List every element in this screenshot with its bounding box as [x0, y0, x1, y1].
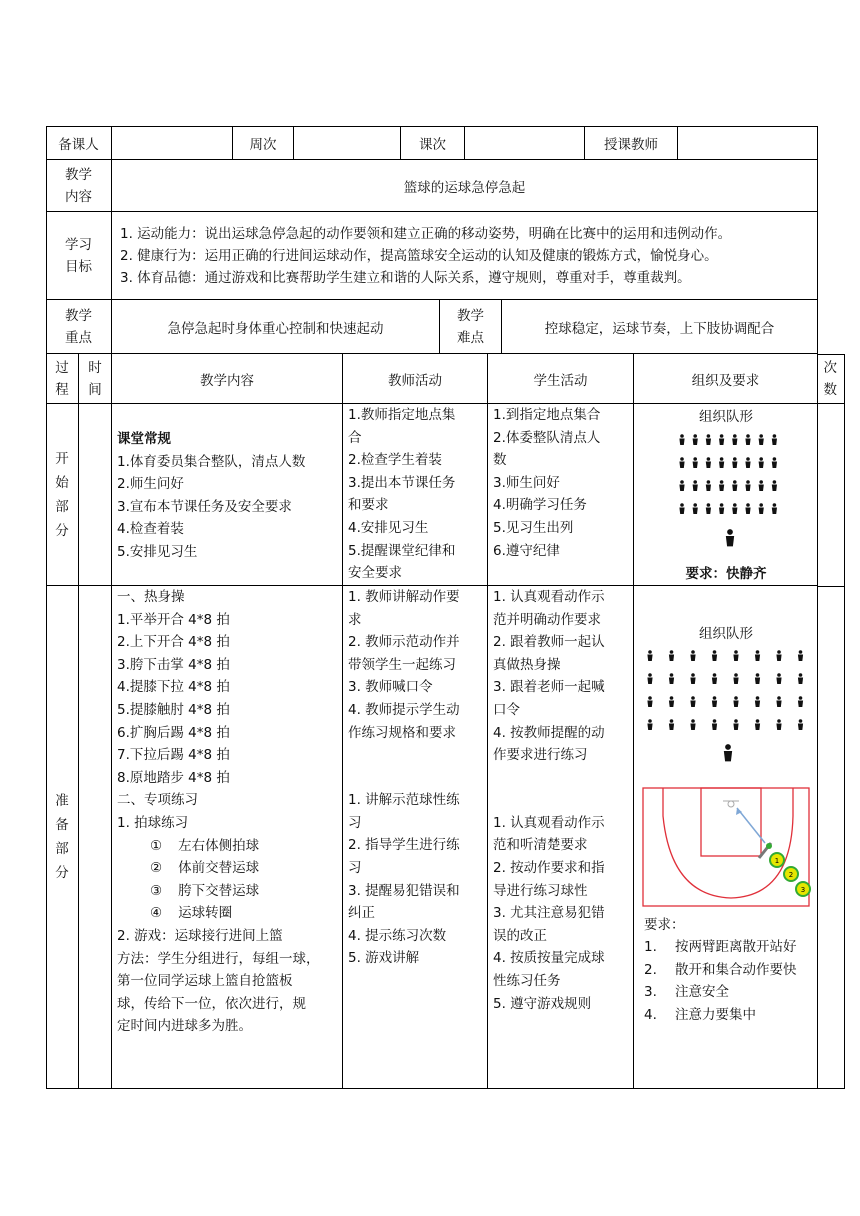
prep-student-line: 2. 跟着教师一起认	[493, 634, 605, 651]
prep-student-line: 作要求进行练习	[493, 747, 588, 764]
student-figure-icon	[745, 503, 750, 514]
prep-content-line: 3.胯下击掌 4*8 拍	[117, 656, 230, 673]
game-line: 球，传给下一位，依次进行，规	[117, 995, 306, 1012]
col-process: 过程	[55, 359, 69, 398]
student-figure-icon	[745, 457, 750, 468]
prep-req-num: 4.	[644, 1006, 657, 1023]
prep-req-item	[644, 1004, 818, 1027]
student-figure-icon	[733, 673, 738, 684]
teacher-figure-icon	[726, 529, 734, 546]
prep-content-line: 8.原地踏步 4*8 拍	[117, 769, 230, 786]
start-content-item: 2.师生问好	[117, 476, 184, 493]
prep-req-item	[644, 959, 818, 982]
start-teacher-line: 2.检查学生着装	[348, 452, 442, 469]
start-time[interactable]	[79, 404, 112, 586]
prep-teacher-line: 求	[348, 611, 362, 628]
prep-req-title: 要求：	[644, 917, 685, 933]
student-figure-icon	[732, 503, 737, 514]
objective-item: 2. 健康行为：运用正确的行进间运球动作，提高篮球安全运动的认知及健康的锻炼方式，愉悦身心。	[120, 248, 718, 264]
col-content: 教学内容	[112, 354, 343, 404]
col-count-cell	[818, 354, 845, 404]
drill-item	[117, 835, 337, 858]
court-boundary	[643, 788, 809, 906]
objectives-list	[112, 212, 818, 300]
student-figure-icon	[759, 434, 764, 445]
game-line: 定时间内进球多为胜。	[117, 1018, 252, 1035]
start-student-line: 3.师生问好	[493, 474, 560, 491]
prep-student-line: 2. 按动作要求和指	[493, 859, 605, 876]
prep-teacher-line: 3. 提醒易犯错误和	[348, 882, 460, 899]
prep-content-line: 2.上下开合 4*8 拍	[117, 634, 230, 651]
content-label-cell	[46, 160, 112, 212]
student-figure-icon	[755, 650, 760, 661]
player-queue	[770, 853, 810, 896]
student-figure-icon	[706, 434, 711, 445]
start-student-line: 2.体委整队清点人	[493, 429, 601, 446]
game-line: 第一位同学运球上篮自抢篮板	[117, 973, 293, 990]
prep-teacher-line: 习	[348, 814, 362, 831]
queue-player-label: 1	[774, 857, 780, 865]
student-figure-icon	[732, 480, 737, 491]
prep-student-line: 3. 尤其注意易犯错	[493, 905, 605, 922]
start-teacher-line: 5.提醒课堂纪律和	[348, 542, 456, 559]
student-figure-icon	[733, 696, 738, 707]
student-figure-icon	[755, 673, 760, 684]
focus-label-cell	[46, 300, 112, 354]
student-figure-icon	[669, 673, 674, 684]
student-figure-icon	[719, 457, 724, 468]
student-figure-icon	[772, 457, 777, 468]
student-figure-icon	[679, 434, 684, 445]
student-figure-icon	[745, 480, 750, 491]
student-figure-icon	[712, 650, 717, 661]
prep-teacher-line: 3. 教师喊口令	[348, 679, 433, 696]
student-figure-icon	[706, 503, 711, 514]
student-figure-icon	[772, 503, 777, 514]
student-figure-icon	[679, 480, 684, 491]
teacher-figure-icon	[724, 744, 732, 761]
court-key	[701, 788, 761, 856]
drill-item-text: 左右体侧拍球	[178, 837, 260, 854]
start-content	[112, 404, 343, 586]
start-student-line: 1.到指定地点集合	[493, 407, 601, 423]
prep-student-line: 范和听清楚要求	[493, 837, 588, 854]
prep-content-line: 5.提膝触肘 4*8 拍	[117, 701, 230, 718]
prep-req-item	[644, 981, 818, 1004]
difficulty-label-cell	[440, 300, 502, 354]
student-figure-icon	[679, 503, 684, 514]
court-hoop	[728, 801, 734, 807]
start-org-requirement: 要求：快静齐	[685, 566, 767, 582]
prep-student-line: 真做热身操	[493, 656, 561, 673]
drill-item-num: ②	[150, 860, 163, 877]
queue-player-ball	[784, 867, 798, 881]
prep-teacher-line: 作练习规格和要求	[348, 724, 456, 741]
prep-content-line: 4.提膝下拉 4*8 拍	[117, 679, 230, 696]
prep-content-line: 7.下拉后踢 4*8 拍	[117, 747, 230, 764]
student-figure-icon	[719, 480, 724, 491]
start-student-line: 6.遵守纪律	[493, 542, 560, 559]
start-student-line: 数	[493, 452, 507, 469]
prep-req-num: 1.	[644, 939, 657, 955]
start-content-item: 4.检查着装	[117, 521, 184, 538]
prep-student-line: 误的改正	[493, 927, 547, 944]
drill-item-num: ④	[150, 905, 163, 922]
start-teacher-line: 和要求	[348, 497, 389, 514]
prep-req-num: 2.	[644, 961, 657, 978]
student-figure-icon	[776, 673, 781, 684]
student-figure-icon	[732, 434, 737, 445]
focus-label: 教学重点	[65, 307, 92, 346]
teacher-label: 授课教师	[585, 126, 678, 160]
student-figure-icon	[733, 719, 738, 730]
col-count: 次数	[823, 360, 837, 398]
start-student-line: 5.见习生出列	[493, 519, 574, 536]
start-org-title: 组织队形	[699, 409, 753, 425]
objective-item: 3. 体育品德：通过游戏和比赛帮助学生建立和谐的人际关系，遵守规则，尊重对手，尊重裁判。	[120, 270, 691, 286]
game-line: 2. 游戏：运球接行进间上篮	[117, 927, 283, 944]
court-diagram	[641, 786, 811, 908]
prep-process: 准备部分	[55, 793, 69, 881]
start-content-item: 5.安排见习生	[117, 543, 198, 560]
prep-teacher-line: 5. 游戏讲解	[348, 950, 420, 967]
prep-req-list	[644, 936, 818, 1026]
prep-teacher-line: 2. 指导学生进行练	[348, 837, 460, 854]
preparer-label: 备课人	[46, 126, 112, 160]
preparer-value[interactable]	[112, 126, 233, 160]
student-figure-icon	[669, 696, 674, 707]
start-teacher-line: 合	[348, 429, 362, 446]
prep-content	[112, 586, 343, 1089]
student-figure-icon	[798, 650, 803, 661]
student-figure-icon	[647, 696, 652, 707]
col-student: 学生活动	[488, 354, 634, 404]
start-teacher-line: 安全要求	[348, 565, 402, 582]
prep-content-line: 二、专项练习	[117, 792, 198, 809]
queue-player-label: 2	[788, 871, 794, 879]
student-figure-icon	[759, 457, 764, 468]
student-figure-icon	[647, 673, 652, 684]
count-column	[818, 404, 845, 1089]
prep-student-line: 1. 认真观看动作示	[493, 589, 605, 605]
student-figure-icon	[776, 650, 781, 661]
drill-item-text: 体前交替运球	[178, 860, 260, 877]
prep-student-line: 4. 按质按量完成球	[493, 950, 605, 967]
prep-content-line: 6.扩胸后踢 4*8 拍	[117, 724, 230, 741]
drill-item-num: ①	[150, 837, 163, 854]
lesson-label: 课次	[401, 126, 465, 160]
student-figure-icon	[690, 719, 695, 730]
prep-student	[488, 586, 634, 1089]
student-figure-icon	[772, 480, 777, 491]
student-figure-icon	[679, 457, 684, 468]
student-figure-icon	[798, 719, 803, 730]
student-figure-icon	[776, 719, 781, 730]
prep-teacher-line: 纠正	[348, 905, 375, 922]
student-figure-icon	[776, 696, 781, 707]
difficulty-label: 教学难点	[457, 307, 484, 346]
dribbler-ball	[766, 843, 772, 849]
prep-time[interactable]	[79, 586, 112, 1089]
student-figure-icon	[669, 650, 674, 661]
student-figure-icon	[733, 650, 738, 661]
student-figure-icon	[690, 650, 695, 661]
prep-req-text: 注意安全	[675, 984, 729, 1001]
student-figure-icon	[755, 719, 760, 730]
prep-formation-diagram	[634, 646, 818, 774]
start-teacher-line: 1.教师指定地点集	[348, 407, 456, 423]
objective-item: 1. 运动能力：说出运球急停急起的动作要领和建立正确的移动姿势，明确在比赛中的运用和违例动作。	[120, 226, 732, 242]
prep-student-line: 性练习任务	[493, 972, 561, 989]
student-figure-icon	[706, 457, 711, 468]
prep-teacher-line: 4. 教师提示学生动	[348, 701, 460, 718]
student-figure-icon	[798, 673, 803, 684]
prep-student-line: 1. 认真观看动作示	[493, 814, 605, 831]
content-label: 教学内容	[65, 166, 92, 205]
student-figure-icon	[759, 503, 764, 514]
queue-player-label: 3	[800, 886, 806, 894]
start-process: 开始部分	[55, 450, 69, 539]
student-figure-icon	[693, 434, 698, 445]
lesson-value[interactable]	[465, 126, 585, 160]
prep-teacher	[343, 586, 488, 1089]
prep-teacher-line: 2. 教师示范动作并	[348, 634, 460, 651]
prep-student-line: 口令	[493, 701, 520, 718]
student-figure-icon	[712, 719, 717, 730]
start-teacher-line: 4.安排见习生	[348, 519, 429, 536]
start-student-line: 4.明确学习任务	[493, 497, 587, 514]
student-figure-icon	[693, 480, 698, 491]
student-figure-icon	[719, 503, 724, 514]
prep-teacher-line: 4. 提示练习次数	[348, 927, 447, 944]
col-time: 时间	[88, 359, 102, 398]
drill-item-text: 胯下交替运球	[178, 882, 260, 899]
prep-org-title: 组织队形	[699, 626, 753, 642]
student-figure-icon	[706, 480, 711, 491]
col-org: 组织及要求	[634, 354, 818, 404]
col-teacher: 教师活动	[343, 354, 488, 404]
student-figure-icon	[732, 457, 737, 468]
content-value: 篮球的运球急停急起	[112, 160, 818, 212]
student-figure-icon	[798, 696, 803, 707]
student-figure-icon	[712, 696, 717, 707]
prep-req-num: 3.	[644, 984, 657, 1001]
prep-student-line: 导进行练习球性	[493, 882, 588, 899]
prep-org	[634, 586, 818, 1089]
prep-student-line: 范并明确动作要求	[493, 611, 601, 628]
student-figure-icon	[690, 673, 695, 684]
start-student	[488, 404, 634, 586]
student-figure-icon	[712, 673, 717, 684]
start-org	[634, 404, 818, 586]
student-figure-icon	[647, 650, 652, 661]
week-label: 周次	[233, 126, 294, 160]
drill-item-text: 运球转圈	[178, 905, 233, 922]
student-figure-icon	[772, 434, 777, 445]
prep-student-line: 4. 按教师提醒的动	[493, 724, 605, 741]
prep-teacher-line: 带领学生一起练习	[348, 656, 456, 673]
game-line: 方法：学生分组进行，每组一球，	[117, 950, 320, 967]
drill-item	[117, 880, 337, 903]
prep-req-text: 散开和集合动作要快	[675, 961, 797, 978]
drill-item-num: ③	[150, 882, 163, 899]
col-process-cell	[46, 354, 79, 404]
prep-req-text: 注意力要集中	[675, 1006, 756, 1023]
student-figure-icon	[669, 719, 674, 730]
queue-player-ball	[796, 882, 810, 896]
queue-player-ball	[770, 853, 784, 867]
student-figure-icon	[759, 480, 764, 491]
drill-item	[117, 857, 337, 880]
prep-student-line: 3. 跟着老师一起喊	[493, 679, 605, 696]
drill-item	[117, 902, 337, 925]
start-process-cell	[46, 404, 79, 586]
prep-teacher-line: 习	[348, 859, 362, 876]
start-content-title: 课堂常规	[117, 431, 171, 447]
student-figure-icon	[755, 696, 760, 707]
objectives-label: 学习目标	[65, 236, 92, 275]
focus-value: 急停急起时身体重心控制和快速起动	[112, 300, 440, 354]
start-teacher-line: 3.提出本节课任务	[348, 474, 456, 491]
start-formation-diagram	[634, 426, 818, 556]
prep-teacher-line: 1. 教师讲解动作要	[348, 589, 460, 605]
start-content-item: 1.体育委员集合整队，清点人数	[117, 453, 306, 470]
student-figure-icon	[745, 434, 750, 445]
difficulty-value: 控球稳定，运球节奏，上下肢协调配合	[502, 300, 818, 354]
student-figure-icon	[693, 503, 698, 514]
objectives-label-cell	[46, 212, 112, 300]
prep-content-line: 1.平举开合 4*8 拍	[117, 611, 230, 628]
col-time-cell	[79, 354, 112, 404]
student-figure-icon	[693, 457, 698, 468]
prep-req-text: 按两臂距离散开站好	[675, 939, 797, 955]
prep-student-line: 5. 遵守游戏规则	[493, 995, 592, 1012]
week-value[interactable]	[294, 126, 401, 160]
start-teacher	[343, 404, 488, 586]
start-content-item: 3.宣布本节课任务及安全要求	[117, 498, 292, 515]
prep-content-line: 一、热身操	[117, 589, 185, 605]
teacher-value[interactable]	[678, 126, 818, 160]
student-figure-icon	[647, 719, 652, 730]
prep-process-cell	[46, 586, 79, 1089]
prep-content-line: 1. 拍球练习	[117, 814, 189, 831]
student-figure-icon	[719, 434, 724, 445]
student-figure-icon	[690, 696, 695, 707]
prep-teacher-line: 1. 讲解示范球性练	[348, 792, 460, 809]
prep-req-item	[644, 936, 818, 959]
